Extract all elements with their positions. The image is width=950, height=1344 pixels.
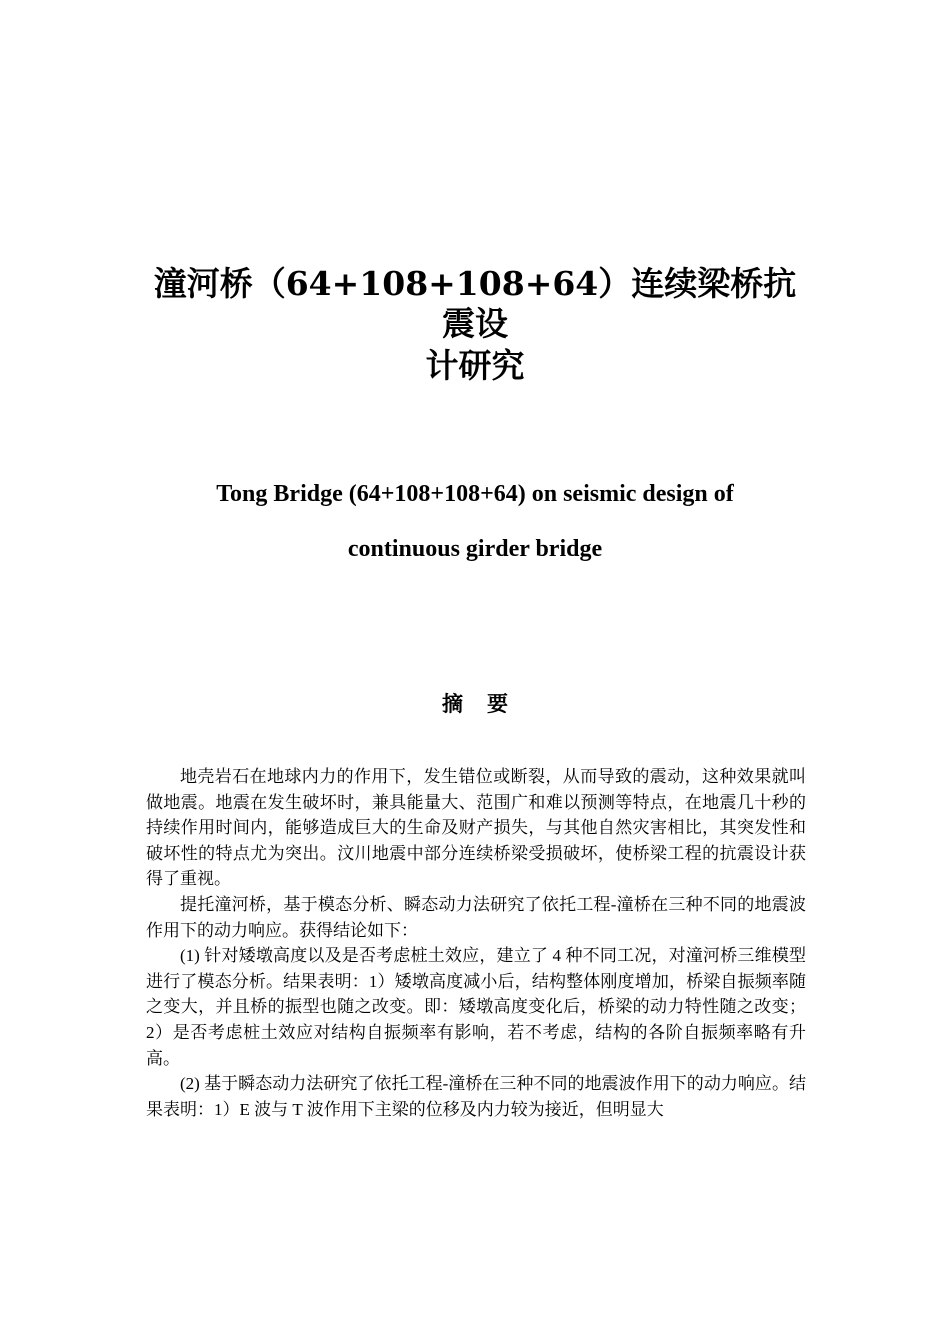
english-title-line-1: Tong Bridge (64+108+108+64) on seismic design of <box>216 481 734 507</box>
chinese-title-line-2: 计研究 <box>425 346 525 385</box>
abstract-paragraph-1: 地壳岩石在地球内力的作用下，发生错位或断裂，从而导致的震动，这种效果就叫做地震。地震在发生破坏时，兼具能量大、范围广和难以预测等特点，在地震几十秒的持续作用时间内，能够造成巨大的生命及财产损失，与其他自然灾害相比，其突发性和破坏性的特点尤为突出。汶川地震中部分连续桥梁受损破坏，使桥梁工程的抗震设计获得了重视。 <box>146 767 806 889</box>
abstract-heading: 摘要 <box>442 692 532 716</box>
chinese-title-line-1: 潼河桥（64+108+108+64）连续梁桥抗震设 <box>153 264 797 343</box>
abstract-body <box>146 764 806 1122</box>
abstract-paragraph-4: (2) 基于瞬态动力法研究了依托工程-潼桥在三种不同的地震波作用下的动力响应。结果表明：1）E 波与 T 波作用下主梁的位移及内力较为接近，但明显大 <box>146 1074 806 1119</box>
abstract-paragraph-3: (1) 针对矮墩高度以及是否考虑桩土效应，建立了 4 种不同工况，对潼河桥三维模型进行了模态分析。结果表明：1）矮墩高度减小后，结构整体刚度增加，桥梁自振频率随之变大，并且桥的振型也随之改变。即：矮墩高度变化后，桥梁的动力特性随之改变；2）是否考虑桩土效应对结构自振频率有影响，若不考虑，结构的各阶自振频率略有升高。 <box>146 946 806 1068</box>
abstract-paragraph-2: 提托潼河桥，基于模态分析、瞬态动力法研究了依托工程-潼桥在三种不同的地震波作用下的动力响应。获得结论如下： <box>146 894 806 940</box>
english-title-line-2: continuous girder bridge <box>347 536 603 562</box>
